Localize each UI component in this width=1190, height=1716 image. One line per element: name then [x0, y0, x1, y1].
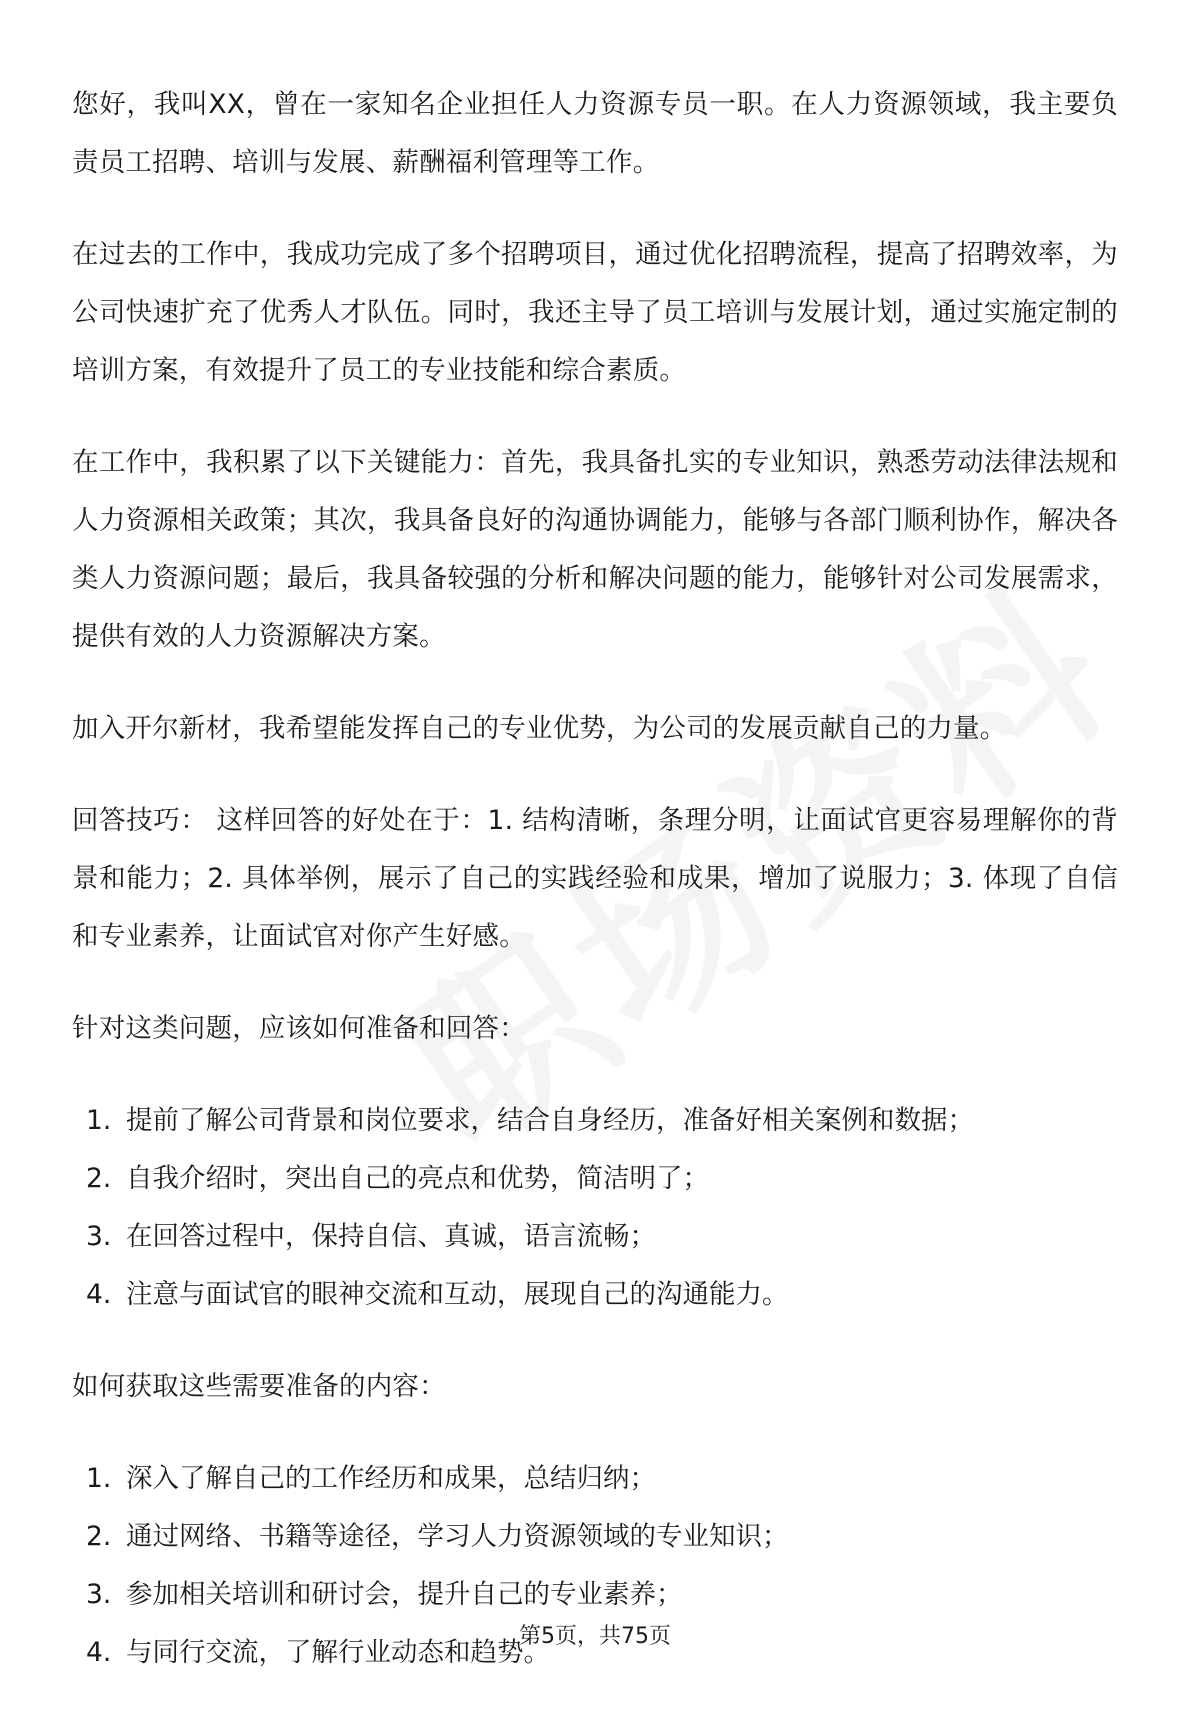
- list-item: [72, 1450, 1118, 1508]
- paragraph-intro: 您好，我叫XX，曾在一家知名企业担任人力资源专员一职。在人力资源领域，我主要负责员工招聘、培训与发展、薪酬福利管理等工作。: [72, 89, 1118, 178]
- list-item: [72, 1508, 1118, 1566]
- paragraph-experience: 在过去的工作中，我成功完成了多个招聘项目，通过优化招聘流程，提高了招聘效率，为公司快速扩充了优秀人才队伍。同时，我还主导了员工培训与发展计划，通过实施定制的培训方案，有效提升了员工的专业技能和综合素质。: [72, 239, 1118, 386]
- list-item-number: 1.: [86, 1105, 112, 1136]
- paragraph-goal: 加入开尔新材，我希望能发挥自己的专业优势，为公司的发展贡献自己的力量。: [72, 713, 1007, 744]
- list-item: [72, 1150, 1118, 1208]
- section-heading-prepare: 针对这类问题，应该如何准备和回答：: [72, 1013, 526, 1044]
- prepare-list: [72, 1092, 1118, 1324]
- list-item-number: 4.: [86, 1279, 112, 1310]
- list-item-text: 自我介绍时，突出自己的亮点和优势，简洁明了；: [126, 1163, 709, 1194]
- list-item-text: 参加相关培训和研讨会，提升自己的专业素养；: [126, 1579, 683, 1610]
- list-item-text: 提前了解公司背景和岗位要求，结合自身经历，准备好相关案例和数据；: [126, 1105, 974, 1136]
- section-heading-sources: 如何获取这些需要准备的内容：: [72, 1371, 446, 1402]
- list-item-number: 4.: [86, 1637, 112, 1668]
- list-item-number: 1.: [86, 1463, 112, 1494]
- list-item-number: 3.: [86, 1221, 112, 1252]
- list-item: [72, 1566, 1118, 1624]
- list-item-number: 2.: [86, 1163, 112, 1194]
- list-item-text: 在回答过程中，保持自信、真诚，语言流畅；: [126, 1221, 656, 1252]
- list-item-text: 与同行交流，了解行业动态和趋势。: [126, 1637, 550, 1668]
- list-item-text: 注意与面试官的眼神交流和互动，展现自己的沟通能力。: [126, 1279, 789, 1310]
- list-item-text: 深入了解自己的工作经历和成果，总结归纳；: [126, 1463, 656, 1494]
- document-body: [72, 76, 1118, 1716]
- list-item: [72, 1208, 1118, 1266]
- list-item-number: 3.: [86, 1579, 112, 1610]
- list-item-number: 2.: [86, 1521, 112, 1552]
- list-item-text: 通过网络、书籍等途径，学习人力资源领域的专业知识；: [126, 1521, 789, 1552]
- paragraph-abilities: 在工作中，我积累了以下关键能力：首先，我具备扎实的专业知识，熟悉劳动法律法规和人力资源相关政策；其次，我具备良好的沟通协调能力，能够与各部门顺利协作，解决各类人力资源问题；最后，我具备较强的分析和解决问题的能力，能够针对公司发展需求，提供有效的人力资源解决方案。: [72, 447, 1118, 652]
- list-item: [72, 1266, 1118, 1324]
- list-item: [72, 1092, 1118, 1150]
- paragraph-tips: 回答技巧： 这样回答的好处在于：1. 结构清晰，条理分明，让面试官更容易理解你的背景和能力；2. 具体举例，展示了自己的实践经验和成果，增加了说服力；3. 体现了自信和专业素养，让面试官对你产生好感。: [72, 805, 1118, 952]
- page-number: 第5页，共75页: [519, 1624, 671, 1649]
